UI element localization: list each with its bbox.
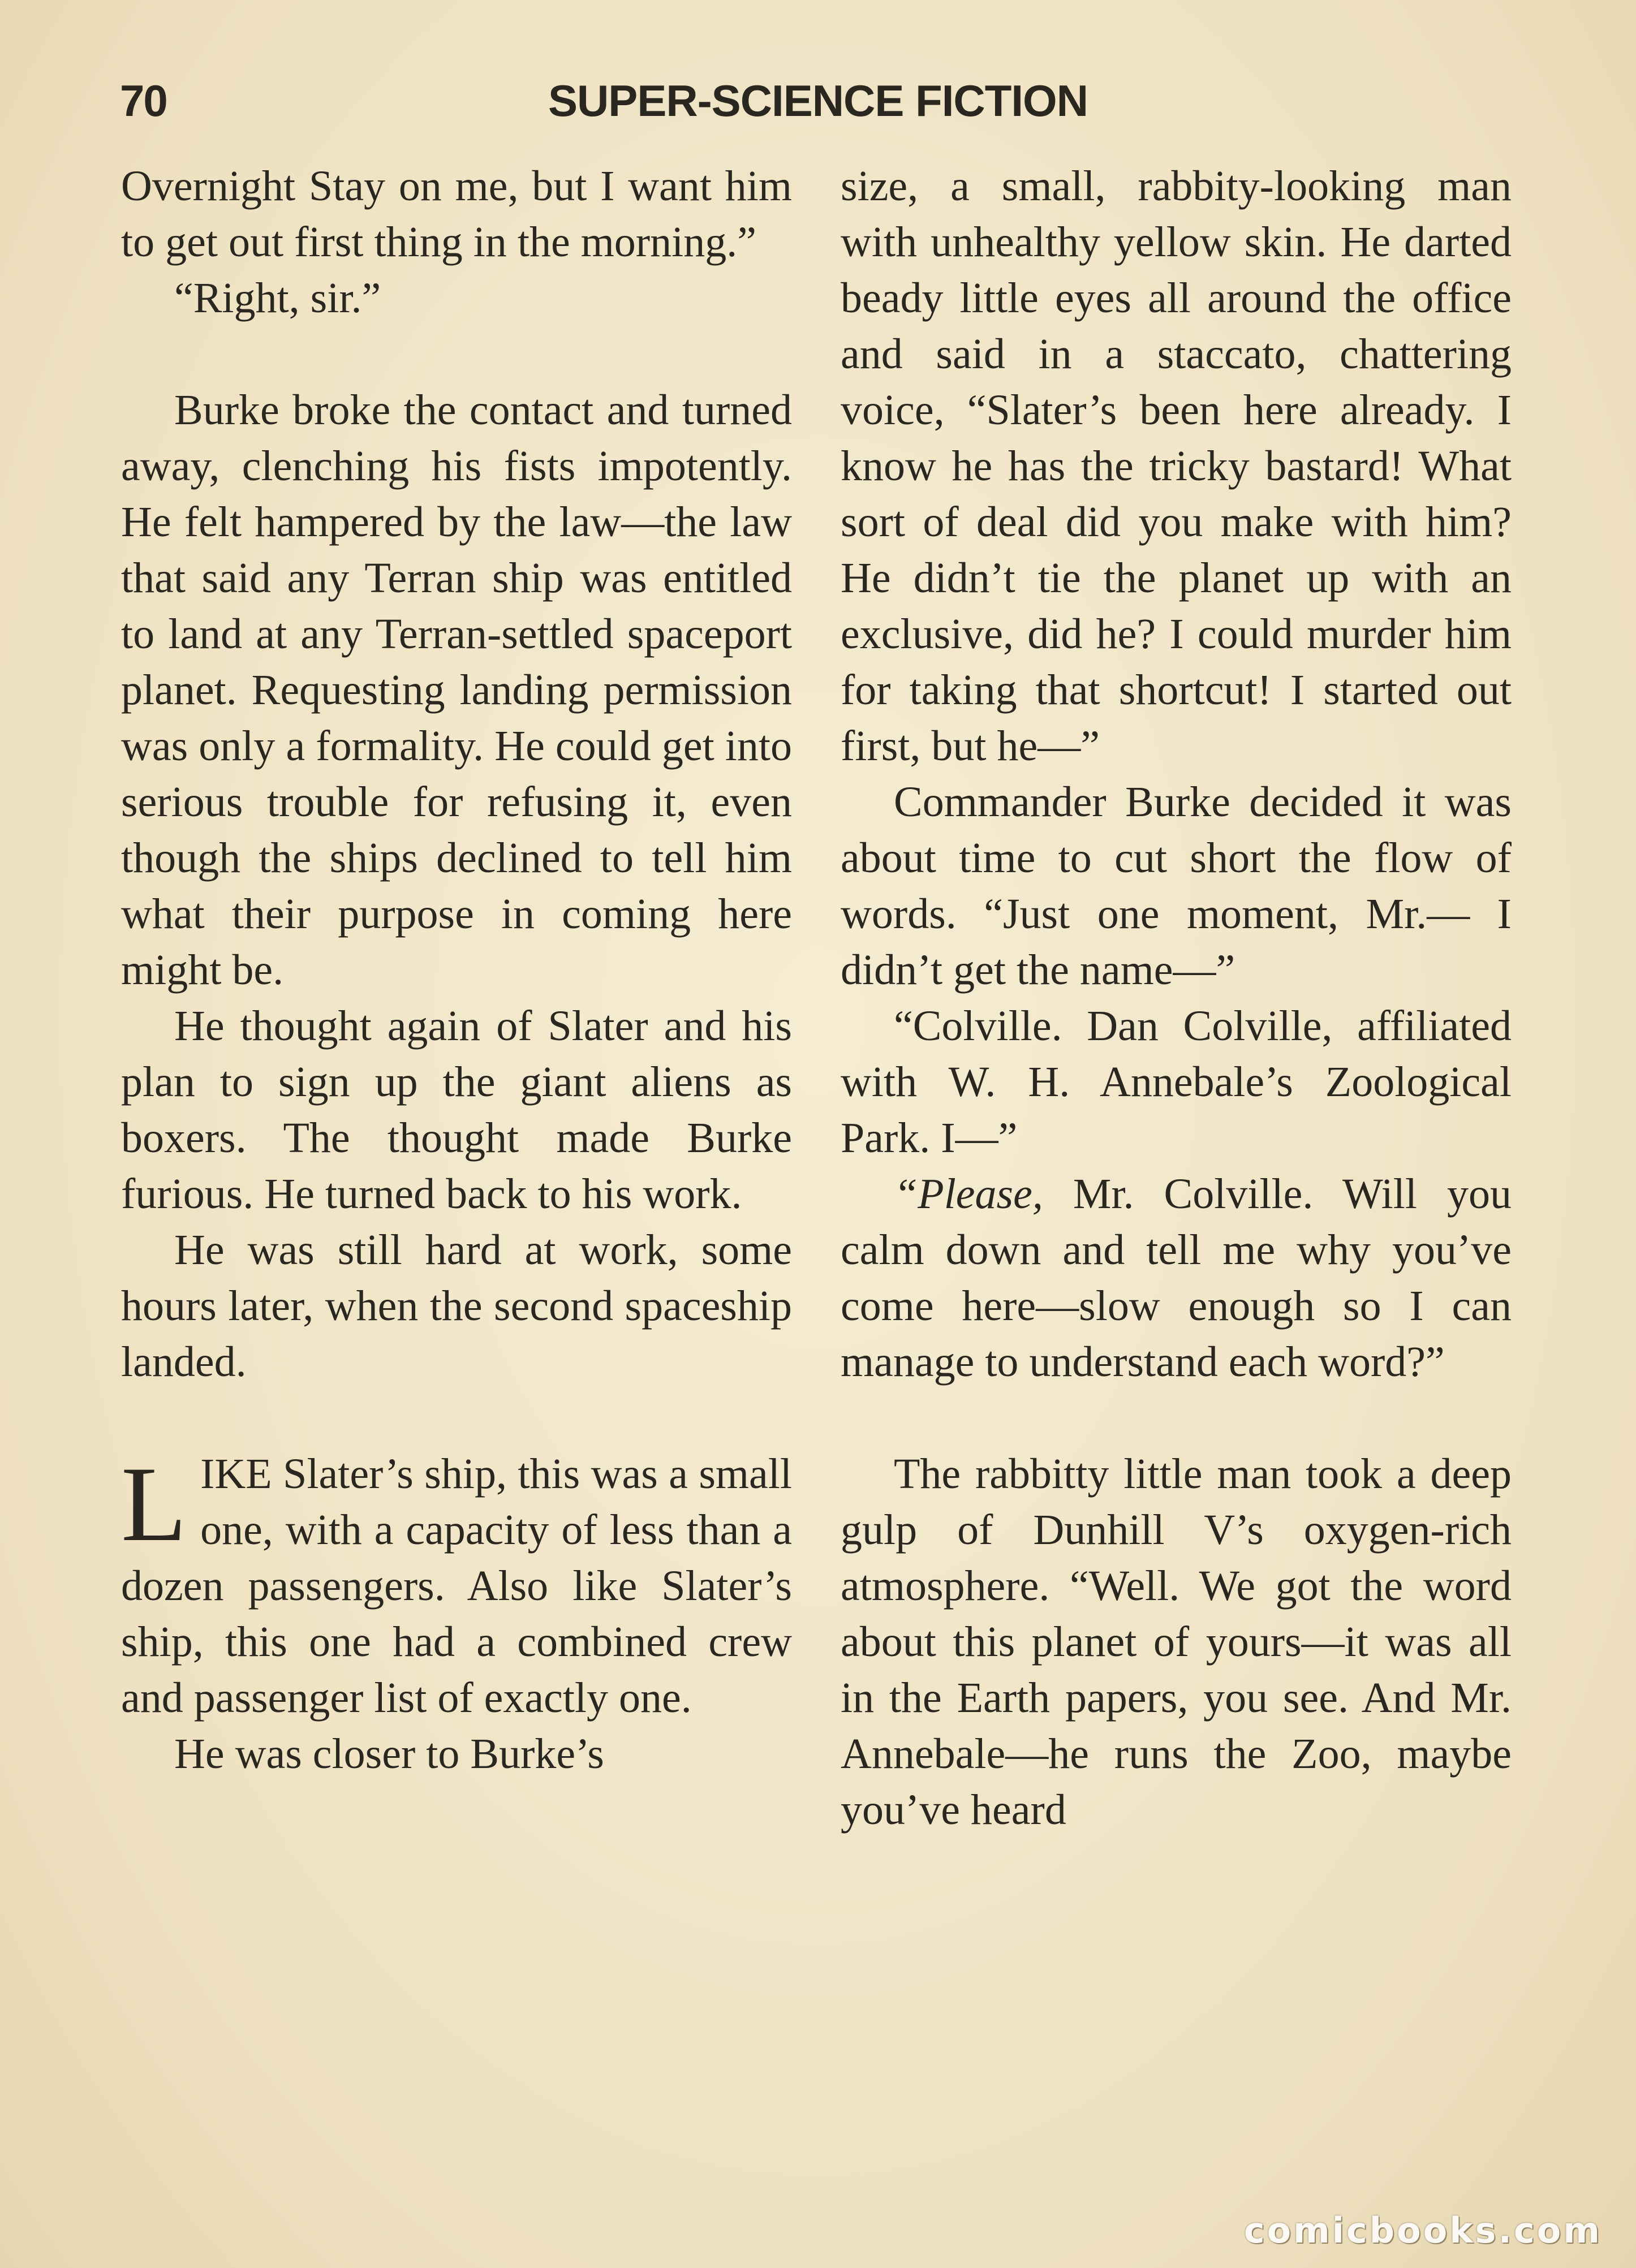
paragraph: Commander Burke decided it was about time to cut short the flow of words. “Just one moment, Mr.— I didn’t get the name—”	[841, 778, 1512, 994]
section-break	[121, 1390, 792, 1446]
paragraph: Overnight Stay on me, but I want him to get out first thing in the morning.”	[121, 162, 792, 266]
dropcap-paragraph	[121, 1446, 792, 1726]
paragraph	[841, 1166, 1512, 1390]
drop-cap: L	[121, 1445, 187, 1564]
paragraph: “Colville. Dan Colville, affiliated with W. H. Annebale’s Zoological Park. I—”	[841, 1002, 1512, 1162]
paragraph-text: Mr. Colville. Will you calm down and tell me why you’ve come here—slow enough so I can manage to understand each word?”	[841, 1170, 1512, 1386]
paragraph: “Right, sir.”	[174, 274, 381, 322]
paragraph: He was closer to Burke’s	[174, 1730, 604, 1778]
site-watermark: comicbooks.com	[1243, 2210, 1602, 2251]
section-gap	[121, 326, 792, 382]
emphasis-text: “Please,	[894, 1170, 1043, 1218]
paragraph-text: IKE Slater’s ship, this was a small one, with a capacity of less than a dozen passengers. Also like Slater’s ship, this one had a combined crew and passenger list of exactly one.	[121, 1450, 792, 1722]
page-number: 70	[120, 76, 167, 126]
paragraph: Burke broke the contact and turned away, clenching his fists impotently. He felt hampered by the law—the law that said any Terran ship was entitled to land at any Terran-settled spaceport planet. Requesting landing permission was only a formality. He could get into serious trouble for refusing it, even though the ships declined to tell him what their purpose in coming here might be.	[121, 386, 792, 994]
paragraph: size, a small, rabbity-looking man with unhealthy yellow skin. He darted beady little eyes all around the office and said in a staccato, chattering voice, “Slater’s been here already. I know he has the tricky bastard! What sort of deal did you make with him? He didn’t tie the planet up with an exclusive, did he? I could murder him for taking that shortcut! I started out first, but he—”	[841, 162, 1512, 770]
left-column	[121, 158, 792, 1782]
paragraph: The rabbitty little man took a deep gulp of Dunhill V’s oxygen-rich atmosphere. “Well. We got the word about this planet of yours—it was all in the Earth papers, you see. And Mr. Annebale—he runs the Zoo, maybe you’ve heard	[841, 1450, 1512, 1834]
paragraph: He was still hard at work, some hours later, when the second spaceship landed.	[121, 1226, 792, 1386]
running-title: SUPER-SCIENCE FICTION	[548, 76, 1088, 126]
right-column	[841, 158, 1512, 1838]
paragraph: He thought again of Slater and his plan to sign up the giant aliens as boxers. The thought made Burke furious. He turned back to his work.	[121, 1002, 792, 1218]
section-break	[841, 1390, 1512, 1446]
